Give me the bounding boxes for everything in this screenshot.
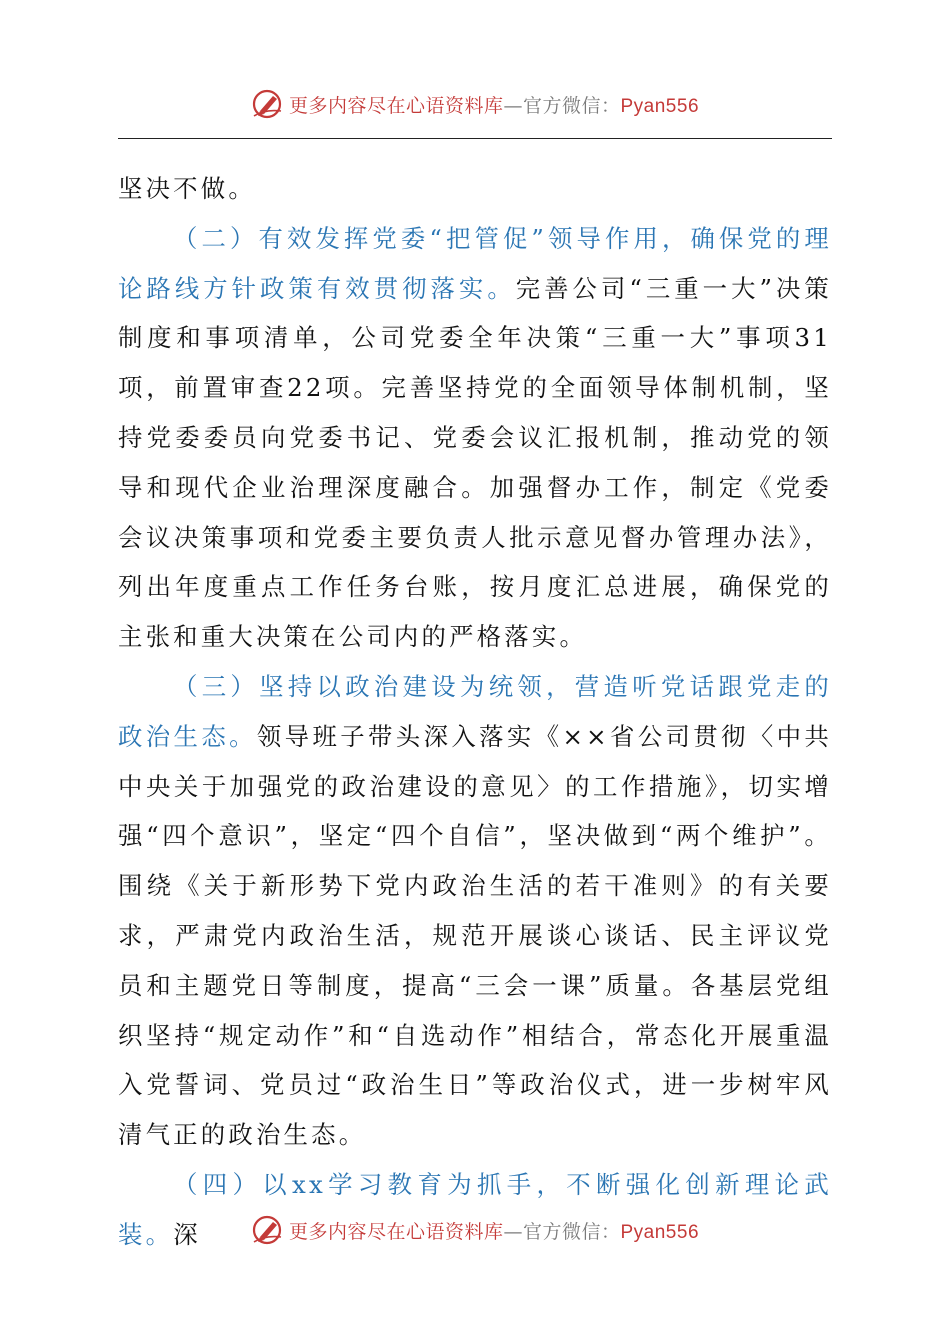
paragraph-section-3 [118,662,832,1160]
document-body [118,164,832,1260]
header-separator: — [503,94,523,117]
section-heading-3: （三）坚持以政治建设为统领，营造听党话跟党走的政治生态。 [118,671,832,751]
footer-watermark [0,1208,950,1252]
paragraph-continuation [118,164,832,214]
footer-wechat-label: 官方微信： [522,1220,621,1243]
header-wechat-id: Pyan556 [620,95,700,117]
header-divider [118,138,832,139]
paragraph-text: 坚决不做。 [118,174,256,203]
pen-logo-icon [251,1213,285,1247]
footer-separator: — [503,1220,523,1243]
header-text [289,91,699,118]
section-heading-2: （二）有效发挥党委“把管促”领导作用，确保党的理论路线方针政策有效贯彻落实。 [118,223,832,303]
paragraph-text: 完善公司“三重一大”决策制度和事项清单，公司党委全年决策“三重一大”事项31项，前置审查22项。完善坚持党的全面领导体制机制，坚持党委委员向党委书记、党委会议汇报机制，推动党的领导和现代企业治理深度融合。加强督办工作，制定《党委会议决策事项和党委主要负责人批示意见督办管理办法》，列出年度重点工作任务台账，按月度汇总进展，确保党的主张和重大决策在公司内的严格落实。 [118,273,832,652]
header-wechat-label: 官方微信： [522,94,621,117]
footer-text [289,1217,699,1244]
header-watermark [0,82,950,126]
pen-logo-icon [251,87,285,121]
section-heading-4: （四）以xx学习教育为抓手，不断强化创新理论武装。 [118,1169,832,1249]
footer-wechat-id: Pyan556 [620,1221,700,1243]
paragraph-text: 深 [173,1219,201,1249]
paragraph-text: 领导班子带头深入落实《××省公司贯彻〈中共中央关于加强党的政治建设的意见〉的工作措施》，切实增强“四个意识”，坚定“四个自信”，坚决做到“两个维护”。围绕《关于新形势下党内政治生活的若干准则》的有关要求，严肃党内政治生活，规范开展谈心谈话、民主评议党员和主题党日等制度，提高“三会一课”质量。各基层党组织坚持“规定动作”和“自选动作”相结合，常态化开展重温入党誓词、党员过“政治生日”等政治仪式，进一步树牢风清气正的政治生态。 [118,721,832,1150]
header-brand: 更多内容尽在心语资料库 [288,94,504,117]
footer-brand: 更多内容尽在心语资料库 [288,1220,504,1243]
paragraph-section-2 [118,214,832,662]
